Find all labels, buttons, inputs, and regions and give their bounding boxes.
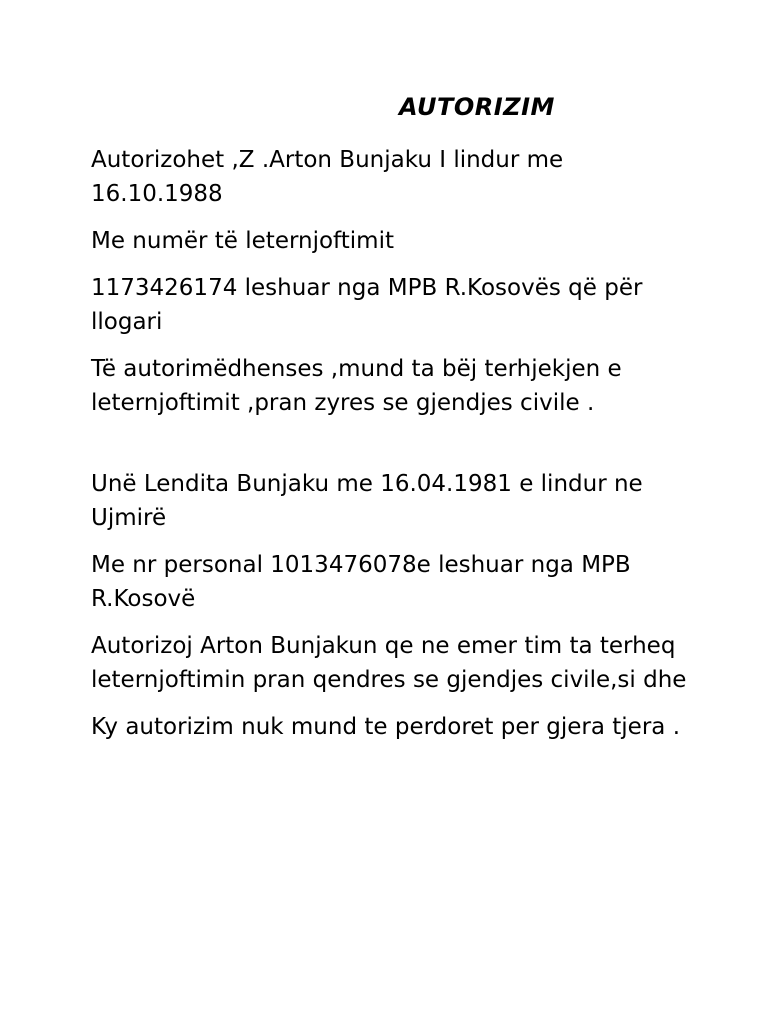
- paragraph-id-number: 1173426174 leshuar nga MPB R.Kosovës që për llogari: [91, 275, 643, 335]
- document-title: AUTORIZIM: [399, 93, 555, 121]
- paragraph-purpose: Të autorimëdhenses ,mund ta bëj terhjekjen e leternjoftimit ,pran zyres se gjendjes civile .: [91, 356, 622, 416]
- paragraph-authorized-person: Autorizohet ,Z .Arton Bunjaku I lindur me 16.10.1988: [91, 147, 564, 207]
- paragraph-personal-number: Me nr personal 1013476078e leshuar nga MPB R.Kosovë: [91, 552, 631, 612]
- paragraph-authorizer: Unë Lendita Bunjaku me 16.04.1981 e lindur ne Ujmirë: [91, 471, 643, 531]
- paragraph-restriction: Ky autorizim nuk mund te perdoret per gjera tjera .: [91, 714, 681, 740]
- paragraph-authorization-statement: Autorizoj Arton Bunjakun qe ne emer tim ta terheq leternjoftimin pran qendres se gjendjes civile,si dhe: [91, 633, 687, 693]
- document-body: [91, 143, 691, 757]
- paragraph-spacer: [91, 433, 691, 467]
- paragraph-id-number-label: Me numër të leternjoftimit: [91, 228, 394, 254]
